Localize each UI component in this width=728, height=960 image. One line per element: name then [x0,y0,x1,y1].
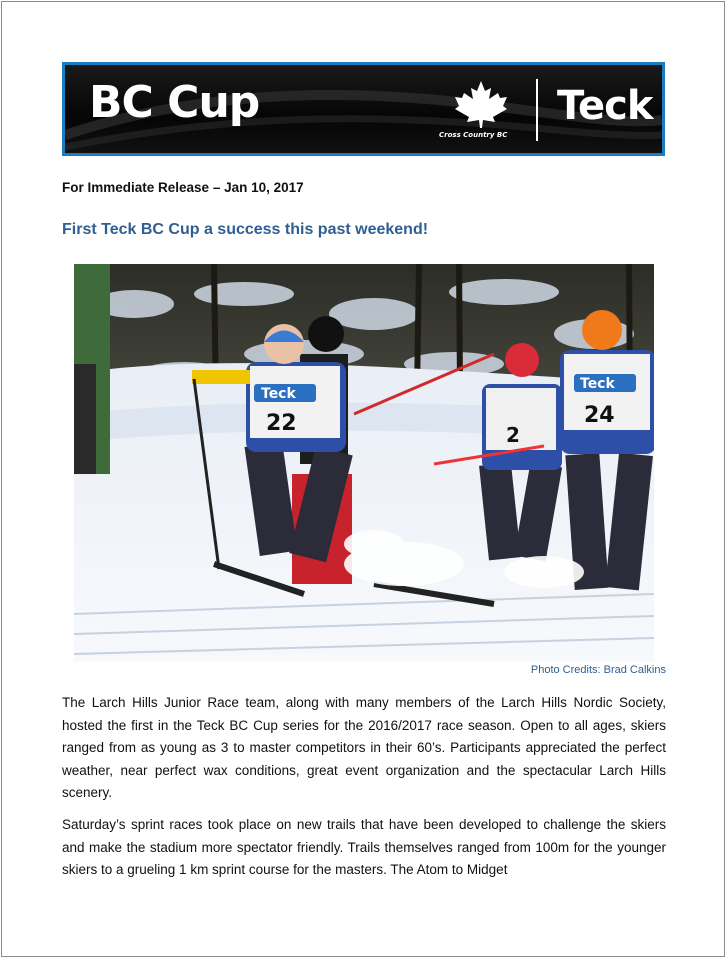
cross-country-bc-label: Cross Country BC [439,131,508,139]
bib-teck-2: Teck [580,376,615,392]
bib-teck-1: Teck [261,386,296,402]
teck-logo: Teck [557,83,653,129]
paragraph-2: Saturday’s sprint races took place on new trails that have been developed to challenge the skiers and make the stadium more spectator friendly. Trails themselves ranged from 100m for the younger skiers to a grueling 1 km sprint course for the masters. The Atom to Midget [62,817,666,877]
maple-leaf-icon [453,79,509,129]
banner-title: BC Cup [89,77,260,128]
photo-credit: Photo Credits: Brad Calkins [530,664,666,676]
release-date-line: For Immediate Release – Jan 10, 2017 [62,180,304,195]
paragraph-1: The Larch Hills Junior Race team, along with many members of the Larch Hills Nordic Society, hosted the first in the Teck BC Cup series for the 2016/2017 race season. Open to all ages, skiers ranged from as young as 3 to master competitors in their 60’s. Participants appreciated the perfect weather, near perfect wax conditions, great event organization and the spectacular Larch Hills scenery. [62,695,666,800]
bib-number-2: 2 [506,423,520,447]
bib-number-22: 22 [266,411,297,436]
headline: First Teck BC Cup a success this past weekend! [62,221,429,238]
banner-divider [536,79,538,141]
bib-number-24: 24 [584,403,615,428]
race-photo [74,264,654,662]
bc-cup-banner [62,62,665,156]
